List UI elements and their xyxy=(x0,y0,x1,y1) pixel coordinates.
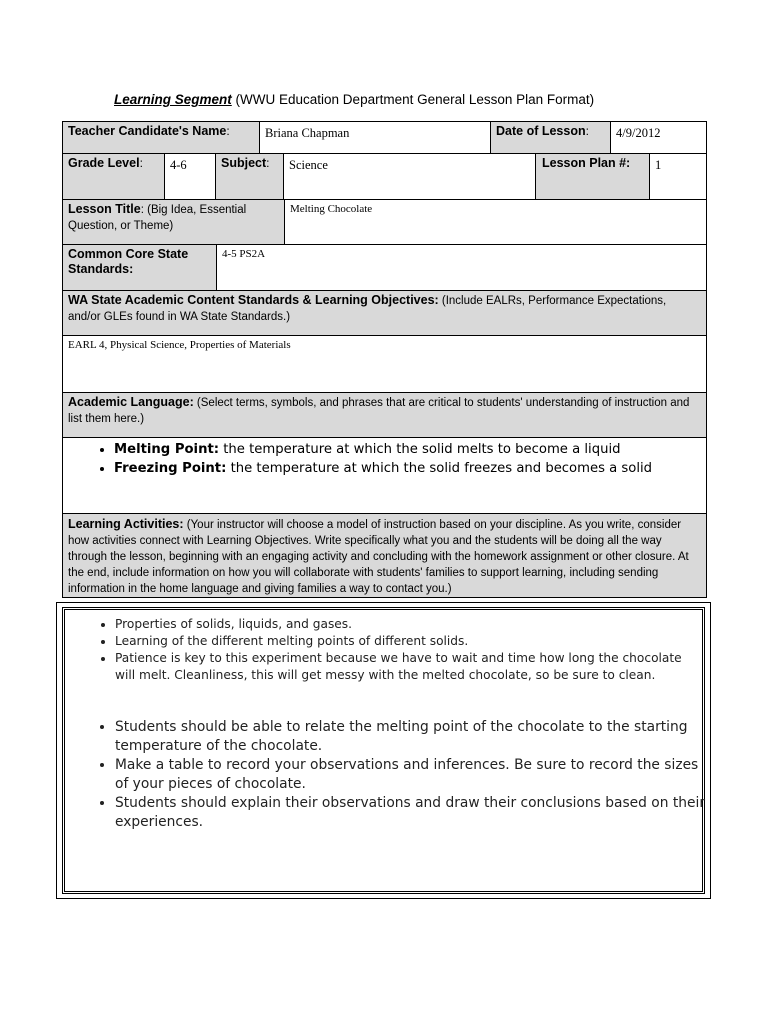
teacher-colon: : xyxy=(226,124,230,138)
list-item: • Students should be able to relate the melting point of the chocolate to the starting temperature of the chocolate. xyxy=(115,718,705,756)
lesson-title-value: Melting Chocolate xyxy=(290,203,373,215)
teacher-label: Teacher Candidate's Name xyxy=(68,124,227,138)
date-label: Date of Lesson xyxy=(496,124,586,138)
plan-field[interactable] xyxy=(649,154,706,199)
row-academic-language-header xyxy=(62,393,707,438)
ccss-value: 4-5 PS2A xyxy=(222,248,266,260)
lesson-title-hint: : (Big Idea, Essential Question, or Theme) xyxy=(68,204,247,232)
activities-content-box[interactable] xyxy=(62,607,705,894)
grade-colon: : xyxy=(139,156,143,170)
lesson-title-label: Lesson Title xyxy=(68,202,141,216)
row-learning-activities-header xyxy=(62,514,707,598)
row-grade-subject-plan xyxy=(62,154,707,200)
grade-label: Grade Level xyxy=(68,156,140,170)
row-lesson-title xyxy=(62,200,707,245)
row-common-core xyxy=(62,245,707,291)
grade-label-cell xyxy=(63,154,164,199)
wa-standards-label: WA State Academic Content Standards & Learning Objectives: xyxy=(68,293,439,307)
academic-terms-list xyxy=(68,440,701,478)
date-value: 4/9/2012 xyxy=(616,126,661,140)
date-field[interactable] xyxy=(610,122,706,153)
teacher-name-value: Briana Chapman xyxy=(265,126,350,140)
lesson-title-label-cell xyxy=(63,200,284,244)
subject-colon: : xyxy=(266,156,270,170)
academic-language-hint: (Select terms, symbols, and phrases that are critical to students' understanding of instruction and list them here.) xyxy=(68,397,690,425)
list-item: • Properties of solids, liquids, and gases. xyxy=(115,616,705,633)
list-item: • Melting Point: the temperature at which the solid melts to become a liquid xyxy=(114,440,701,459)
plan-label-cell xyxy=(535,154,649,199)
learning-activities-hint: (Your instructor will choose a model of instruction based on your discipline. As you write, consider how activities connect with Learning Objectives. Write specifically what you and the students will be doing all the way through the lesson, beginning with an engaging activity and concluding with the homework assignment or other closure. At the end, include information on how you will collaborate with students' families to support learning, including sending information in the home language and giving families a way to contact you.) xyxy=(68,519,689,595)
grade-value: 4-6 xyxy=(170,158,187,172)
grade-field[interactable] xyxy=(164,154,215,199)
ccss-label-cell xyxy=(63,245,216,290)
academic-language-field[interactable] xyxy=(63,438,706,513)
row-wa-standards-value xyxy=(62,336,707,393)
activities-list-2 xyxy=(65,718,705,832)
learning-segment-heading: Learning Segment xyxy=(114,92,232,107)
list-item: • Students should explain their observations and draw their conclusions based on their experiences. xyxy=(115,794,705,832)
row-wa-standards-header xyxy=(62,291,707,336)
plan-value: 1 xyxy=(655,158,662,172)
row-teacher-date xyxy=(62,121,707,154)
lesson-title-field[interactable] xyxy=(284,200,706,244)
date-colon: : xyxy=(585,124,589,138)
row-academic-language-terms xyxy=(62,438,707,514)
date-label-cell xyxy=(490,122,610,153)
list-item: • Learning of the different melting points of different solids. xyxy=(115,633,705,650)
list-item: • Patience is key to this experiment because we have to wait and time how long the chocolate will melt. Cleanliness, this will get messy with the melted chocolate, so be sure to clean. xyxy=(115,650,705,684)
subject-label-cell xyxy=(215,154,283,199)
wa-standards-label-cell xyxy=(63,291,706,335)
document-title xyxy=(114,92,594,107)
academic-language-label-cell xyxy=(63,393,706,437)
wa-standards-value: EARL 4, Physical Science, Properties of Materials xyxy=(68,339,291,351)
activities-list-1 xyxy=(65,616,705,684)
wa-standards-hint: (Include EALRs, Performance Expectations, and/or GLEs found in WA State Standards.) xyxy=(68,295,667,323)
subject-field[interactable] xyxy=(283,154,535,199)
teacher-label-cell xyxy=(63,122,259,153)
learning-activities-label: Learning Activities: xyxy=(68,517,184,531)
format-subtitle: (WWU Education Department General Lesson Plan Format) xyxy=(231,92,595,107)
list-item: • Make a table to record your observations and inferences. Be sure to record the sizes of your pieces of chocolate. xyxy=(115,756,705,794)
lesson-plan-table xyxy=(62,121,707,598)
learning-activities-label-cell xyxy=(63,514,706,597)
plan-label: Lesson Plan #: xyxy=(542,156,631,170)
ccss-label: Common Core State Standards: xyxy=(68,247,189,276)
academic-language-label: Academic Language: xyxy=(68,395,194,409)
subject-label: Subject xyxy=(221,156,267,170)
ccss-field[interactable] xyxy=(216,245,706,290)
list-item: • Freezing Point: the temperature at which the solid freezes and becomes a solid xyxy=(114,459,701,478)
teacher-name-field[interactable] xyxy=(259,122,490,153)
wa-standards-field[interactable] xyxy=(63,336,706,392)
subject-value: Science xyxy=(289,158,328,172)
